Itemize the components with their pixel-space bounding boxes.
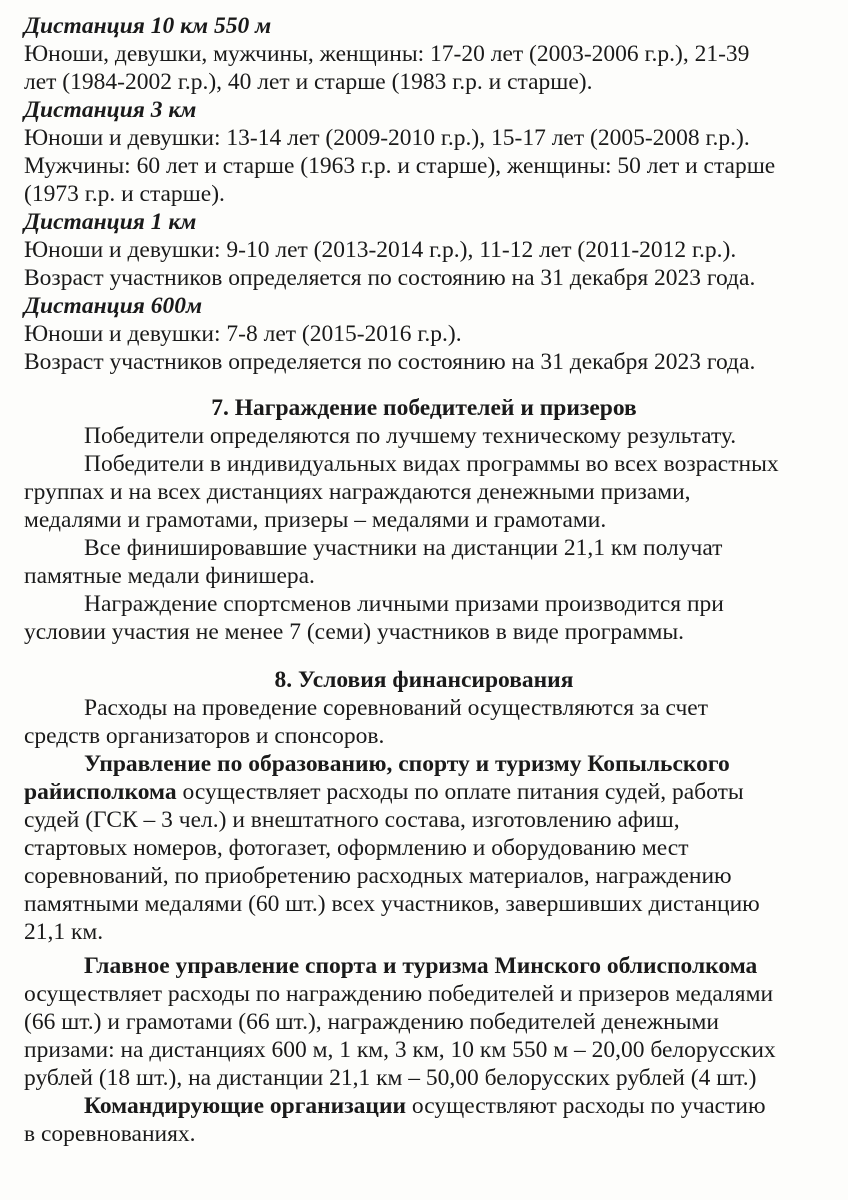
- paragraph-line: соревнований, по приобретению расходных материалов, награждению: [24, 863, 732, 889]
- text-line: Юноши, девушки, мужчины, женщины: 17-20 лет (2003-2006 г.р.), 21-39: [24, 41, 750, 67]
- organization-name: Главное управление спорта и туризма Минского облисполкома: [84, 953, 758, 979]
- paragraph-line: Победители в индивидуальных видах программы во всех возрастных: [84, 451, 779, 477]
- paragraph-line: в соревнованиях.: [24, 1121, 196, 1147]
- distance-heading: Дистанция 10 км 550 м: [24, 13, 272, 39]
- document-page: [24, 12, 824, 1148]
- paragraph-line: памятные медали финишера.: [24, 563, 315, 589]
- paragraph-line: медалями и грамотами, призеры – медалями и грамотами.: [24, 507, 607, 533]
- paragraph-line: стартовых номеров, фотогазет, оформлению и оборудованию мест: [24, 835, 689, 861]
- distance-heading: Дистанция 1 км: [24, 209, 197, 235]
- paragraph-line: осуществляет расходы по награждению победителей и призеров медалями: [24, 981, 774, 1007]
- paragraph-line: группах и на всех дистанциях награждаются денежными призами,: [24, 479, 691, 505]
- paragraph-line: Расходы на проведение соревнований осуществляются за счет: [84, 695, 708, 721]
- paragraph-line: 21,1 км.: [24, 919, 104, 945]
- text-line: Возраст участников определяется по состоянию на 31 декабря 2023 года.: [24, 265, 756, 291]
- paragraph-line: (66 шт.) и грамотами (66 шт.), награждению победителей денежными: [24, 1009, 719, 1035]
- organization-name: Управление по образованию, спорту и туризму Копыльского: [84, 751, 730, 777]
- text-line: Юноши и девушки: 9-10 лет (2013-2014 г.р.), 11-12 лет (2011-2012 г.р.).: [24, 237, 737, 263]
- text-line: Юноши и девушки: 7-8 лет (2015-2016 г.р.).: [24, 321, 462, 347]
- organization-name: райисполкома: [24, 779, 177, 805]
- text-line: лет (1984-2002 г.р.), 40 лет и старше (1983 г.р. и старше).: [24, 69, 593, 95]
- paragraph-line: средств организаторов и спонсоров.: [24, 723, 385, 749]
- text-line: Возраст участников определяется по состоянию на 31 декабря 2023 года.: [24, 349, 756, 375]
- paragraph-line: Победители определяются по лучшему техническому результату.: [84, 423, 737, 449]
- paragraph-line: Командирующие организации осуществляют расходы по участию: [84, 1093, 766, 1119]
- paragraph-line: Все финишировавшие участники на дистанции 21,1 км получат: [84, 535, 723, 561]
- distance-heading: Дистанция 600м: [24, 293, 203, 319]
- paragraph-line: судей (ГСК – 3 чел.) и внештатного состава, изготовлению афиш,: [24, 807, 680, 833]
- text-line: Юноши и девушки: 13-14 лет (2009-2010 г.р.), 15-17 лет (2005-2008 г.р.).: [24, 125, 750, 151]
- distance-heading: Дистанция 3 км: [24, 97, 197, 123]
- paragraph-line: призами: на дистанциях 600 м, 1 км, 3 км, 10 км 550 м – 20,00 белорусских: [24, 1037, 776, 1063]
- text-line: Мужчины: 60 лет и старше (1963 г.р. и старше), женщины: 50 лет и старше: [24, 153, 776, 179]
- paragraph-line: Награждение спортсменов личными призами производится при: [84, 591, 724, 617]
- section-title-awards: 7. Награждение победителей и призеров: [211, 395, 637, 421]
- organization-name: Командирующие организации: [84, 1093, 407, 1119]
- paragraph-line: памятными медалями (60 шт.) всех участников, завершивших дистанцию: [24, 891, 760, 917]
- paragraph-line: рублей (18 шт.), на дистанции 21,1 км – 50,00 белорусских рублей (4 шт.): [24, 1065, 757, 1091]
- text-line: (1973 г.р. и старше).: [24, 181, 225, 207]
- section-title-financing: 8. Условия финансирования: [274, 667, 574, 693]
- paragraph-line: условии участия не менее 7 (семи) участников в виде программы.: [24, 619, 684, 645]
- paragraph-line: райисполкома осуществляет расходы по оплате питания судей, работы: [24, 779, 744, 805]
